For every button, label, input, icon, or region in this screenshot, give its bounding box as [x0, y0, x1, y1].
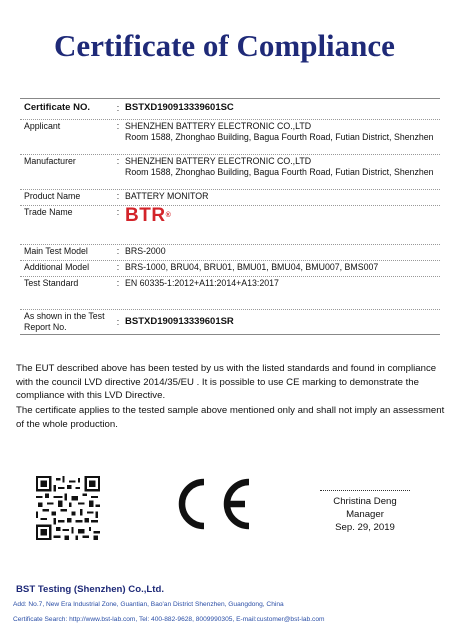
applicant-label: Applicant: [24, 121, 61, 131]
trade-name-label: Trade Name: [24, 207, 73, 217]
row-additional-model: [20, 261, 440, 277]
trade-name-value: [123, 206, 440, 244]
main-test-model-label: Main Test Model: [24, 246, 88, 256]
certificate-no-label: Certificate NO.: [24, 102, 90, 113]
colon: :: [116, 121, 120, 131]
issuer-company: BST Testing (Shenzhen) Co.,Ltd.: [16, 584, 164, 595]
certificate-title: Certificate of Compliance: [54, 28, 395, 63]
btr-logo: [125, 205, 172, 226]
registered-mark: ®: [165, 212, 172, 219]
test-report-no-label: As shown in the Test Report No.: [24, 311, 105, 332]
colon: :: [116, 246, 120, 256]
manufacturer-label: Manufacturer: [24, 156, 76, 166]
test-standard-value: EN 60335-1:2012+A11:2014+A13:2017: [125, 278, 279, 288]
qr-code-icon: [36, 476, 100, 540]
scope-statement: The certificate applies to the tested sample above mentioned only and shall not imply an assessment of the whole production.: [16, 405, 445, 430]
colon: :: [116, 262, 120, 272]
colon: :: [116, 207, 120, 217]
additional-model-label: Additional Model: [24, 262, 90, 272]
row-trade-name: [20, 206, 440, 245]
issuer-address: Add: No.7, New Era Industrial Zone, Guantian, Bao'an District Shenzhen, Guangdong, China: [13, 601, 284, 608]
compliance-statement: The EUT described above has been tested by us with the listed standards and found in compliance with the council LVD directive 2014/35/EU . It is possible to use CE marking to demonstrate the compliance with this LVD Directive.: [16, 363, 437, 402]
row-main-test-model: [20, 245, 440, 261]
certificate-no-value: BSTXD190913339601SC: [125, 102, 234, 113]
row-certificate-no: [20, 99, 440, 120]
additional-model-value: BRS-1000, BRU04, BRU01, BMU01, BMU04, BMU007, BMS007: [125, 262, 379, 272]
manufacturer-value: SHENZHEN BATTERY ELECTRONIC CO.,LTD Room 1588, Zhonghao Building, Bagua Fourth Road, Futian District, Shenzhen: [125, 156, 434, 177]
signature-date: Sep. 29, 2019: [335, 522, 395, 533]
row-product-name: [20, 190, 440, 206]
issuer-contact[interactable]: Certificate Search: http://www.bst-lab.com, Tel: 400-882-9628, 8009990305, E-mail:customer@bst-lab.com: [13, 616, 325, 623]
test-report-no-value: BSTXD190913339601SR: [125, 316, 234, 327]
signatory-role: Manager: [346, 509, 384, 520]
certificate-details-table: [20, 98, 440, 335]
colon: :: [116, 156, 120, 166]
signature-line: [320, 490, 410, 491]
main-test-model-value: BRS-2000: [125, 246, 166, 256]
row-test-report-no: [20, 310, 440, 334]
row-test-standard: [20, 277, 440, 310]
test-standard-label: Test Standard: [24, 278, 79, 288]
applicant-value: SHENZHEN BATTERY ELECTRONIC CO.,LTD Room 1588, Zhonghao Building, Bagua Fourth Road, Futian District, Shenzhen: [125, 121, 434, 142]
signature-block: [315, 490, 415, 534]
colon: :: [116, 317, 120, 327]
row-manufacturer: [20, 155, 440, 190]
row-applicant: [20, 120, 440, 155]
colon: :: [116, 191, 120, 201]
product-name-value: BATTERY MONITOR: [125, 191, 209, 201]
colon: :: [116, 103, 120, 113]
signatory-name: Christina Deng: [333, 496, 397, 507]
product-name-label: Product Name: [24, 191, 81, 201]
btr-logo-text: BTR: [125, 205, 166, 226]
ce-mark-icon: [164, 476, 254, 532]
colon: :: [116, 278, 120, 288]
